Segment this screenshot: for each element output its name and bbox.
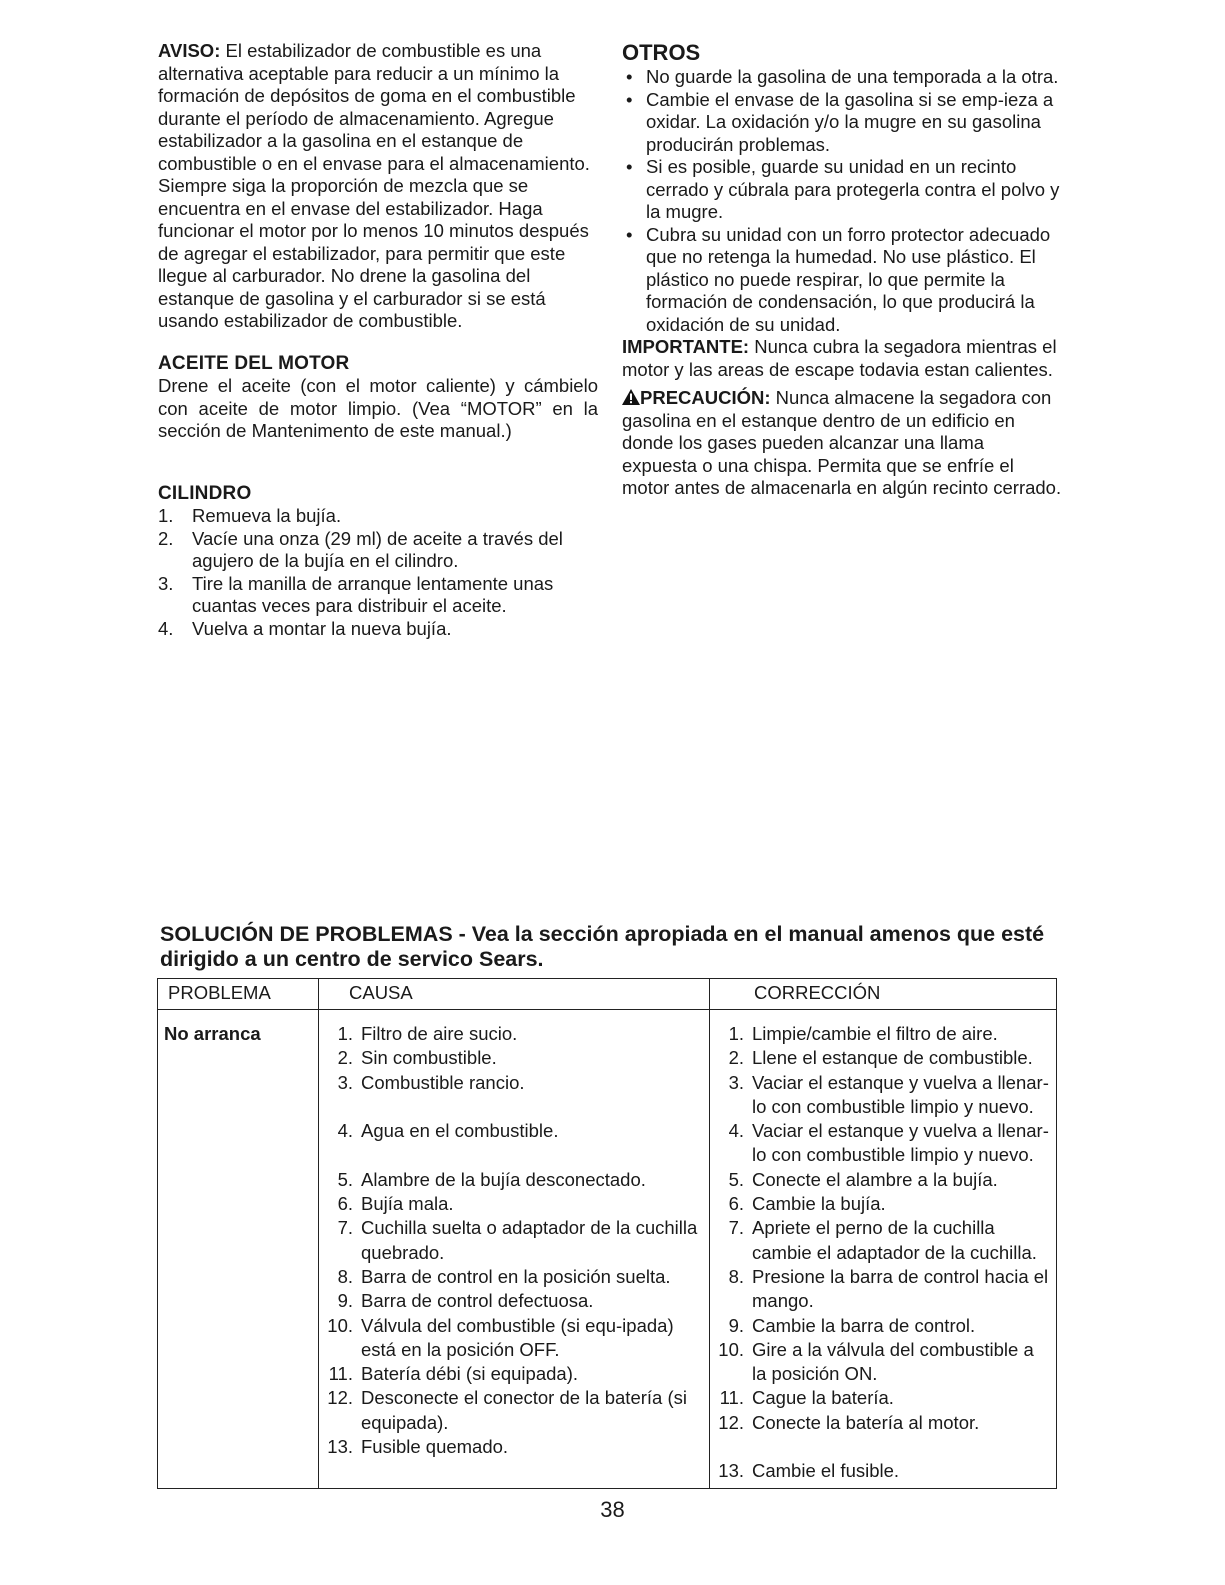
corrections-list — [716, 1022, 1050, 1484]
list-item: 6. Bujía mala. — [337, 1193, 454, 1215]
corrections-cell — [710, 1010, 1057, 1489]
list-item: 10. Gire a la válvula del combustible a la posición ON. — [718, 1338, 1034, 1385]
causes-cell — [319, 1010, 710, 1489]
list-item: 3. Tire la manilla de arranque lentamente unas cuantas veces para distribuir el aceite. — [158, 572, 554, 616]
importante-label: IMPORTANTE: — [622, 336, 750, 357]
list-item: 4. Agua en el combustible. — [337, 1120, 559, 1142]
list-item: 8. Presione la barra de control hacia el mango. — [728, 1265, 1049, 1312]
aviso-label: AVISO: — [158, 40, 221, 61]
problem-name: No arranca — [164, 1023, 261, 1044]
troubleshooting-title: SOLUCIÓN DE PROBLEMAS - Vea la sección apropiada en el manual amenos que esté dirigido a un centro de servico Sears. — [160, 922, 1045, 971]
table-row — [158, 1010, 1057, 1489]
table-header-row — [158, 979, 1057, 1010]
precaucion-paragraph: PRECAUCIÓN: Nunca almacene la segadora con gasolina en el estanque dentro de un edificio en donde los gases pueden alcanzar una llama expuesta o una chispa. Permita que se enfríe el motor antes de almacenarla en algún recinto cerrado. — [622, 387, 1062, 498]
right-column — [622, 40, 1062, 500]
list-item: 9. Cambie la barra de control. — [728, 1314, 976, 1336]
list-item: 13. Fusible quemado. — [327, 1436, 509, 1458]
list-item: • Cambie el envase de la gasolina si se emp-ieza a oxidar. La oxidación y/o la mugre en su gasolina producirán problemas. — [626, 88, 1054, 155]
list-item: 2. Vacíe una onza (29 ml) de aceite a través del agujero de la bujía en el cilindro. — [158, 527, 563, 571]
list-item: 4. Vuelva a montar la nueva bujía. — [158, 617, 452, 639]
list-item: 4. Vaciar el estanque y vuelva a llenar-lo con combustible limpio y nuevo. — [728, 1120, 1049, 1166]
list-item: 5. Alambre de la bujía desconectado. — [337, 1168, 646, 1190]
left-column — [158, 40, 598, 640]
importante-paragraph: IMPORTANTE: Nunca cubra la segadora mientras el motor y las areas de escape todavia estan calientes. — [622, 336, 1057, 380]
list-item: 12. Conecte la batería al motor. — [718, 1411, 980, 1433]
header-correccion: CORRECCIÓN — [710, 979, 1057, 1010]
warning-icon — [622, 388, 640, 404]
list-item: • Cubra su unidad con un forro protector adecuado que no retenga la humedad. No use plástico. El plástico no puede respirar, lo que permite la formación de condensación, lo que producirá la oxidación de su unidad. — [626, 223, 1051, 335]
list-item: 12. Desconecte el conector de la batería (si equipada). — [327, 1387, 687, 1433]
list-item: 1. Remueva la bujía. — [158, 505, 342, 526]
list-item: 1. Limpie/cambie el filtro de aire. — [728, 1023, 998, 1044]
list-item: 1. Filtro de aire sucio. — [337, 1023, 518, 1044]
list-item: 2. Sin combustible. — [337, 1047, 497, 1069]
list-item: 11. Cague la batería. — [719, 1387, 894, 1409]
aceite-heading: ACEITE DEL MOTOR — [158, 352, 350, 374]
header-causa: CAUSA — [319, 979, 710, 1010]
list-item: 10. Válvula del combustible (si equ-ipada) está en la posición OFF. — [327, 1314, 674, 1360]
list-item: 2. Llene el estanque de combustible. — [728, 1047, 1033, 1069]
header-problema: PROBLEMA — [158, 979, 319, 1010]
list-item: 5. Conecte el alambre a la bujía. — [728, 1168, 998, 1190]
list-item: • Si es posible, guarde su unidad en un recinto cerrado y cúbrala para protegerla contra el polvo y la mugre. — [626, 156, 1060, 222]
list-item: 11. Batería débi (si equipada). — [328, 1363, 578, 1385]
page-number: 38 — [600, 1497, 625, 1522]
problem-cell — [158, 1010, 319, 1489]
aviso-text: El estabilizador de combustible es una alternativa aceptable para reducir a un mínimo la formación de depósitos de goma en el combustible durante el período de almacenamiento. Agregue estabilizador a la gasolina en el estanque de combustible o en el envase para el almacenamiento. Siempre siga la proporción de mezcla que se encuentra en el envase del estabilizador. Haga funcionar el motor por lo menos 10 minutos después de agregar el estabilizador, para permitir que este llegue al carburador. No drene la gasolina del estanque de gasolina y el carburador si se está usando estabilizador de combustible. — [158, 40, 590, 331]
troubleshooting-table — [157, 978, 1057, 1489]
cilindro-steps — [158, 505, 598, 640]
list-item: 9. Barra de control defectuosa. — [337, 1290, 594, 1312]
list-item: 13. Cambie el fusible. — [718, 1460, 900, 1482]
otros-bullets — [622, 66, 1062, 336]
otros-heading: OTROS — [622, 40, 701, 65]
list-item: 6. Cambie la bujía. — [728, 1193, 886, 1215]
list-item: 7. Cuchilla suelta o adaptador de la cuchilla quebrado. — [337, 1217, 698, 1263]
causes-list — [325, 1022, 703, 1459]
list-item: 8. Barra de control en la posición suelta. — [337, 1265, 671, 1287]
list-item: 3. Vaciar el estanque y vuelva a llenar-lo con combustible limpio y nuevo. — [728, 1071, 1049, 1117]
list-item: 3. Combustible rancio. — [337, 1071, 525, 1093]
list-item: • No guarde la gasolina de una temporada a la otra. — [626, 66, 1059, 87]
cilindro-heading: CILINDRO — [158, 482, 252, 504]
aceite-paragraph: Drene el aceite (con el motor caliente) y cámbielo con aceite de motor limpio. (Vea “MOTOR” en la sección de Mantenimento de este manual.) — [158, 375, 598, 441]
precaucion-label: PRECAUCIÓN: — [640, 387, 771, 408]
list-item: 7. Apriete el perno de la cuchilla cambie el adaptador de la cuchilla. — [728, 1217, 1037, 1263]
aviso-paragraph — [158, 40, 598, 333]
